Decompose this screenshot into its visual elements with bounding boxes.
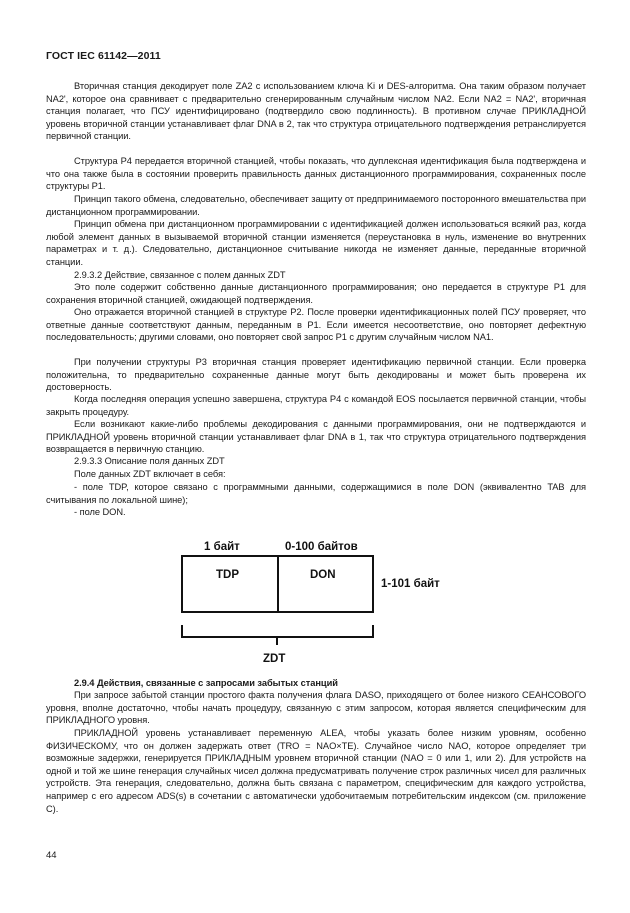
diagram-label-bottom: ZDT <box>263 653 286 665</box>
section-heading: 2.9.3.2 Действие, связанное с полем данных ZDT <box>74 270 286 280</box>
paragraph: Если возникают какие-либо проблемы декодирования с данными программирования, они не подтверждаются и ПРИКЛАДНОЙ уровень вторичной станции устанавливает флаг DNA в 1, так что структура отрицательного подтверждения возвращается в первичную станцию. <box>46 419 586 455</box>
page-number: 44 <box>46 850 57 861</box>
paragraph: При получении структуры P3 вторичная станция проверяет идентификацию первичной станции. Если проверка положительна, то предварительно сохраненные данные могут быть декодированы и может быть проверена их достоверность. <box>46 357 586 393</box>
paragraph: При запросе забытой станции простого факта получения флага DASO, приходящего от более низкого СЕАНСОВОГО уровня, вполне достаточно, чтобы начать процедуру, связанную с этим запросом, которая является специфическим для ПРИКЛАДНОГО уровня. <box>46 690 586 726</box>
paragraph: ПРИКЛАДНОЙ уровень устанавливает переменную ALEA, чтобы указать более низким уровням, особенно ФИЗИЧЕСКОМУ, что он должен задержать ответ (TRO = NAO×TE). Случайное число NAO, которое определяет три возможные задержки, генерируется ПРИКЛАДНЫМ уровнем вторичной станции (NAO = 0 или 1, или 2). Для устройств на одной и той же шине генерация случайных чисел должна предусматривать получение строк различных чисел для различных устройств. Эта генерация, следовательно, должна быть связана с параметром, специфическим для каждого устройства, например с его адресом ADS(s) в сочетании с автоматически удобочитаемым потребительским индексом (см. приложение C). <box>46 728 586 814</box>
paragraph: Вторичная станция декодирует поле ZA2 с использованием ключа Ki и DES-алгоритма. Она таким образом получает NA2', которое она сравнивает с предварительно сгенерированным случайным числом NA2. Если NA2 = NA2', вторичная станция полагает, что ПСУ идентифицировано (подтвердило свою подлинность). В противном случае ПРИКЛАДНОЙ уровень вторичной станции устанавливает флаг DNA в 2, так что структура отрицательного подтверждения ретранслируется первичной станции. <box>46 81 586 142</box>
diagram-label-side: 1-101 байт <box>381 578 440 590</box>
paragraph: Поле данных ZDT включает в себя: <box>74 469 226 479</box>
diagram-cell-don: DON <box>310 569 336 581</box>
zdt-box <box>182 556 373 612</box>
list-item: - поле DON. <box>74 507 126 517</box>
paragraph: Принцип такого обмена, следовательно, обеспечивает защиту от предпринимаемого посторонного вмешательства при дистанционном программировании. <box>46 194 586 217</box>
paragraph: Принцип обмена при дистанционном программировании с идентификацией должен использоваться всякий раз, когда любой элемент данных в вызываемой вторичной станции изменяется (переустановка в нуль, изменение во внутренних параметрах и т. д.). Следовательно, дистанционное считывание никогда не изменяет данные, переданные вторичной станции. <box>46 219 586 267</box>
paragraph: Оно отражается вторичной станцией в структуре P2. После проверки идентификационных полей ПСУ проверяет, что ответные данные соответствуют данным, переданным в P1. Если имеется несоответствие, оно повторяет дефектную последовательность; другими словами, оно повторяет свой запрос P1 с другим случайным числом NA1. <box>46 307 586 343</box>
diagram-label-top-left: 1 байт <box>204 541 240 553</box>
paragraph: Когда последняя операция успешно завершена, структура P4 с командой EOS посылается первичной станции, чтобы закрыть процедуру. <box>46 394 586 417</box>
page-header-title: ГОСТ IEC 61142—2011 <box>46 50 161 62</box>
diagram-label-top-right: 0-100 байтов <box>285 541 358 553</box>
zdt-bracket <box>182 625 373 637</box>
section-heading: 2.9.3.3 Описание поля данных ZDT <box>74 456 225 466</box>
section-heading-bold: 2.9.4 Действия, связанные с запросами забытых станций <box>74 678 338 688</box>
list-item: - поле TDP, которое связано с программными данными, содержащимися в поле DON (эквивалентно TAB для считывания по локальной шине); <box>46 482 586 505</box>
diagram-cell-tdp: TDP <box>216 569 239 581</box>
paragraph: Это поле содержит собственно данные дистанционного программирования; оно передается в структуре P1 для сохранения вторичной станцией, ожидающей подтверждения. <box>46 282 586 305</box>
paragraph: Структура P4 передается вторичной станцией, чтобы показать, что дуплексная идентификация была подтверждена и что она также была в состоянии проверить правильность данных дистанционного программирования, сохраненных после структуры P1. <box>46 156 586 192</box>
